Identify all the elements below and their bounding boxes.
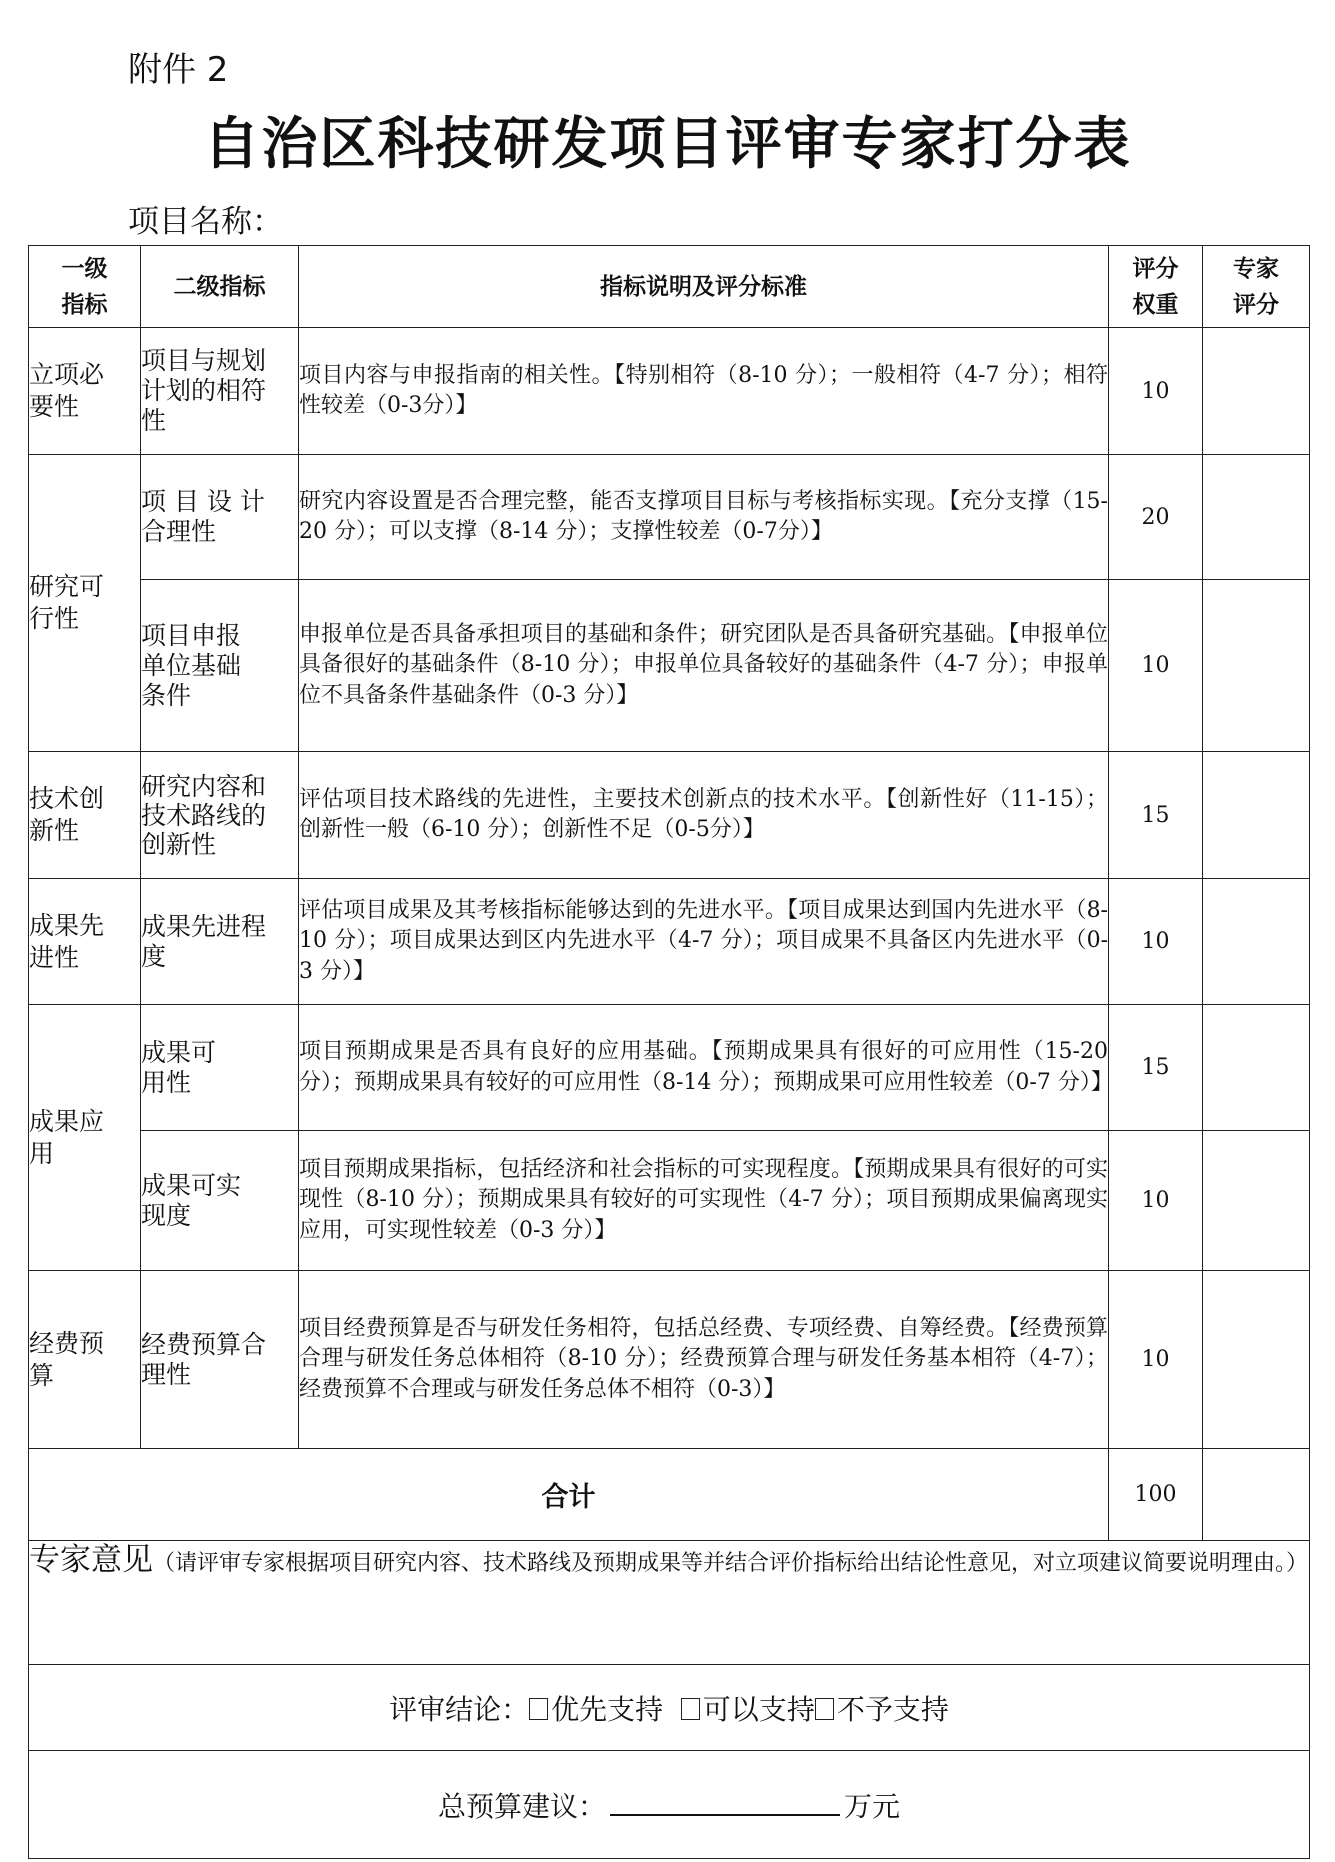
table-row [29,752,1310,879]
level2-cell: 项目申报单位基础条件 [141,580,299,752]
description-cell: 项目预期成果指标，包括经济和社会指标的可实现程度。【预期成果具有很好的可实现性（8-10 分）；预期成果具有较好的可实现性（4-7 分）；项目预期成果偏离现实应用，可实现性较差（0-3 分）】 [299,1131,1109,1271]
budget-label: 总预算建议： [437,1789,606,1823]
level2-cell: 经费预算合理性 [141,1271,299,1449]
weight-cell: 10 [1109,1271,1203,1449]
total-label: 合计 [29,1449,1109,1541]
option-can-support[interactable] [681,1693,815,1726]
level2-cell: 研究内容和技术路线的创新性 [141,752,299,879]
weight-cell: 15 [1109,1005,1203,1131]
header-expert-score: 专家评分 [1203,246,1310,328]
opinion-note: （请评审专家根据项目研究内容、技术路线及预期成果等并结合评价指标给出结论性意见，对立项建议简要说明理由。） [153,1551,1309,1576]
level2-cell: 项 目 设 计合理性 [141,455,299,580]
checkbox-icon[interactable] [529,1698,548,1720]
weight-cell: 10 [1109,1131,1203,1271]
option-label: 可以支持 [702,1692,815,1726]
table-row [29,580,1310,752]
table-row [29,1005,1310,1131]
table-row [29,879,1310,1005]
weight-cell: 10 [1109,879,1203,1005]
level2-cell: 项目与规划计划的相符性 [141,328,299,455]
expert-score-cell[interactable] [1203,1005,1310,1131]
level2-cell: 成果先进程度 [141,879,299,1005]
table-row [29,1271,1310,1449]
budget-unit: 万元 [844,1789,901,1823]
level1-cell: 研究可行性 [29,455,141,752]
expert-score-cell[interactable] [1203,1271,1310,1449]
budget-input[interactable] [610,1788,840,1816]
weight-cell: 10 [1109,328,1203,455]
expert-score-cell[interactable] [1203,879,1310,1005]
weight-cell: 10 [1109,580,1203,752]
conclusion-label: 评审结论： [389,1692,530,1726]
header-row [29,246,1310,328]
description-cell: 申报单位是否具备承担项目的基础和条件；研究团队是否具备研究基础。【申报单位具备很好的基础条件（8-10 分）；申报单位具备较好的基础条件（4-7 分）；申报单位不具备条件基础条件（0-3 分）】 [299,580,1109,752]
checkbox-icon[interactable] [815,1698,834,1720]
expert-score-cell[interactable] [1203,752,1310,879]
option-label: 优先支持 [551,1692,664,1726]
level1-cell: 技术创新性 [29,752,141,879]
project-name-label: 项目名称： [128,204,283,240]
page-title: 自治区科技研发项目评审专家打分表 [203,112,1132,177]
budget-row [29,1751,1310,1859]
table-row [29,1131,1310,1271]
total-expert-score-cell[interactable] [1203,1449,1310,1541]
weight-cell: 20 [1109,455,1203,580]
level2-cell: 成果可用性 [141,1005,299,1131]
opinion-row [29,1541,1310,1665]
conclusion-row [29,1665,1310,1751]
table-row [29,455,1310,580]
level1-cell: 立项必要性 [29,328,141,455]
attachment-label: 附件 2 [128,50,229,90]
expert-score-cell[interactable] [1203,328,1310,455]
option-label: 不予支持 [836,1692,949,1726]
budget-suggestion [29,1751,1310,1859]
weight-cell: 15 [1109,752,1203,879]
checkbox-icon[interactable] [681,1698,700,1720]
score-table [28,245,1310,1859]
expert-opinion-field[interactable] [29,1541,1310,1665]
review-conclusion [29,1665,1310,1751]
option-no-support[interactable] [815,1693,949,1726]
description-cell: 评估项目技术路线的先进性，主要技术创新点的技术水平。【创新性好（11-15）；创新性一般（6-10 分）；创新性不足（0-5分）】 [299,752,1109,879]
total-weight: 100 [1109,1449,1203,1541]
expert-score-cell[interactable] [1203,455,1310,580]
option-priority-support[interactable] [529,1693,663,1726]
header-level1: 一级指标 [29,246,141,328]
description-cell: 项目预期成果是否具有良好的应用基础。【预期成果具有很好的可应用性（15-20 分）；预期成果具有较好的可应用性（8-14 分）；预期成果可应用性较差（0-7 分）】 [299,1005,1109,1131]
description-cell: 项目经费预算是否与研发任务相符，包括总经费、专项经费、自筹经费。【经费预算合理与研发任务总体相符（8-10 分）；经费预算合理与研发任务基本相符（4-7）；经费预算不合理或与研发任务总体不相符（0-3）】 [299,1271,1109,1449]
level1-cell: 成果应用 [29,1005,141,1271]
opinion-heading: 专家意见 [29,1542,153,1578]
expert-score-cell[interactable] [1203,1131,1310,1271]
header-description: 指标说明及评分标准 [299,246,1109,328]
description-cell: 评估项目成果及其考核指标能够达到的先进水平。【项目成果达到国内先进水平（8-10 分）；项目成果达到区内先进水平（4-7 分）；项目成果不具备区内先进水平（0-3 分）】 [299,879,1109,1005]
level1-cell: 成果先进性 [29,879,141,1005]
total-row [29,1449,1310,1541]
table-row [29,328,1310,455]
description-cell: 研究内容设置是否合理完整，能否支撑项目目标与考核指标实现。【充分支撑（15-20 分）；可以支撑（8-14 分）；支撑性较差（0-7分）】 [299,455,1109,580]
level1-cell: 经费预算 [29,1271,141,1449]
expert-score-cell[interactable] [1203,580,1310,752]
description-cell: 项目内容与申报指南的相关性。【特别相符（8-10 分）；一般相符（4-7 分）；相符性较差（0-3分）】 [299,328,1109,455]
level2-cell: 成果可实现度 [141,1131,299,1271]
header-level2: 二级指标 [141,246,299,328]
header-weight: 评分权重 [1109,246,1203,328]
